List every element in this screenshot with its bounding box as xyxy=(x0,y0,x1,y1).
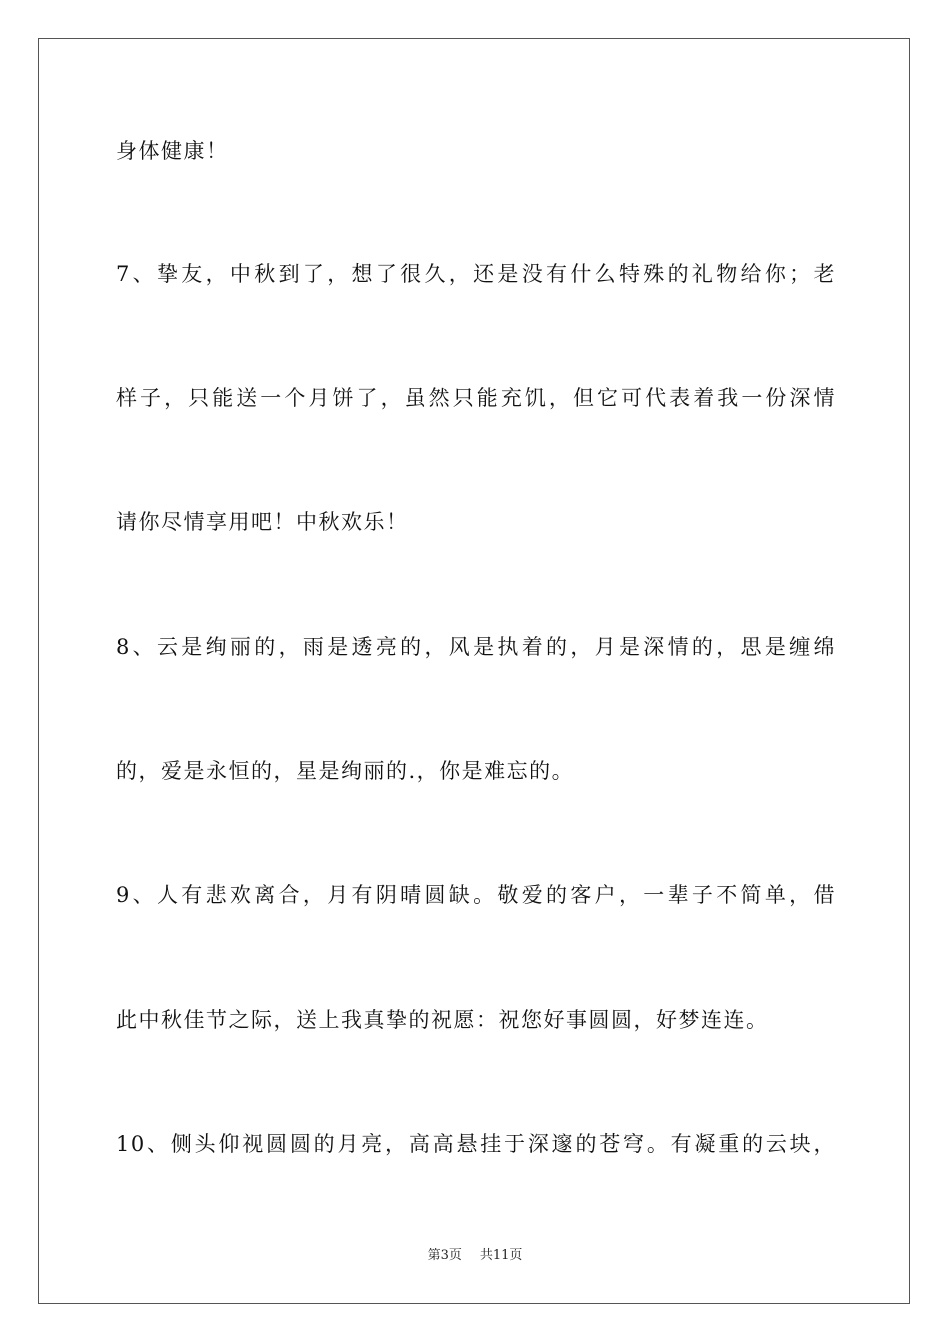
page-number: 第3页 xyxy=(427,1248,462,1263)
text-line: 7、挚友，中秋到了，想了很久，还是没有什么特殊的礼物给你；老 xyxy=(116,262,836,286)
text-line: 9、人有悲欢离合，月有阴晴圆缺。敬爱的客户，一辈子不简单，借 xyxy=(116,883,836,907)
text-line: 10、侧头仰视圆圆的月亮，高高悬挂于深邃的苍穹。有凝重的云块， xyxy=(116,1132,836,1156)
page-frame xyxy=(38,38,910,1304)
text-line: 样子，只能送一个月饼了，虽然只能充饥，但它可代表着我一份深情 xyxy=(116,386,836,410)
text-line: 的，爱是永恒的，星是绚丽的.，你是难忘的。 xyxy=(116,759,575,783)
page-footer xyxy=(0,1247,950,1265)
text-line: 8、云是绚丽的，雨是透亮的，风是执着的，月是深情的，思是缠绵 xyxy=(116,635,836,659)
text-line: 此中秋佳节之际，送上我真挚的祝愿：祝您好事圆圆，好梦连连。 xyxy=(116,1008,769,1032)
text-line: 身体健康！ xyxy=(116,139,229,163)
text-line: 请你尽情享用吧！中秋欢乐！ xyxy=(116,510,409,534)
page-total: 共11页 xyxy=(479,1248,523,1263)
